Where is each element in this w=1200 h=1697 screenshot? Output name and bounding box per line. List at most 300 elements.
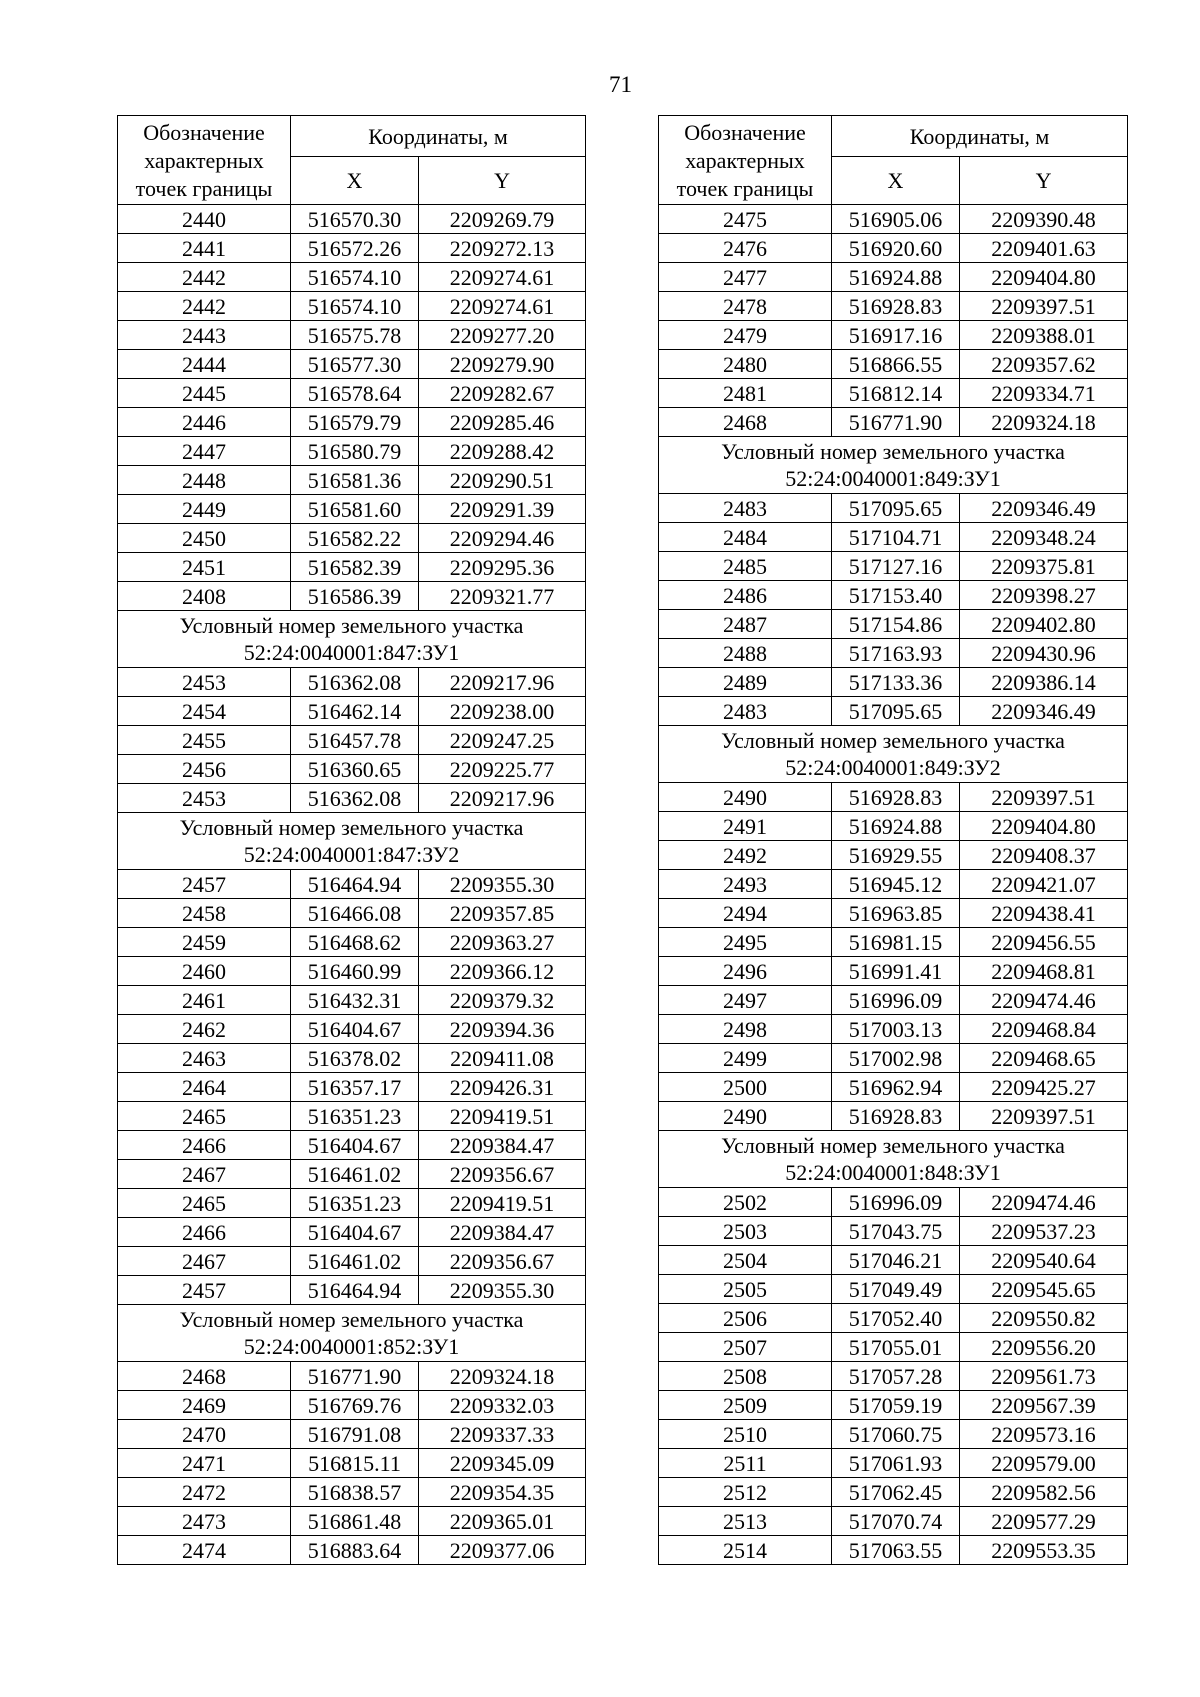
point-id-cell: 2446 — [118, 408, 291, 437]
y-coordinate-cell: 2209388.01 — [960, 321, 1128, 350]
point-id-cell: 2478 — [659, 292, 832, 321]
header-y-label: Y — [419, 157, 586, 205]
x-coordinate-cell: 516578.64 — [291, 379, 419, 408]
point-id-cell: 2475 — [659, 205, 832, 234]
point-id-cell: 2462 — [118, 1015, 291, 1044]
coordinate-row — [659, 957, 1128, 986]
y-coordinate-cell: 2209274.61 — [419, 292, 586, 321]
point-id-cell: 2473 — [118, 1507, 291, 1536]
y-coordinate-cell: 2209397.51 — [960, 292, 1128, 321]
coordinate-row — [118, 321, 586, 350]
point-id-cell: 2465 — [118, 1102, 291, 1131]
x-coordinate-cell: 516928.83 — [832, 783, 960, 812]
y-coordinate-cell: 2209356.67 — [419, 1160, 586, 1189]
y-coordinate-cell: 2209397.51 — [960, 1102, 1128, 1131]
coordinate-row — [118, 1247, 586, 1276]
x-coordinate-cell: 516462.14 — [291, 697, 419, 726]
coordinate-row — [659, 928, 1128, 957]
coordinate-row — [659, 639, 1128, 668]
x-coordinate-cell: 516812.14 — [832, 379, 960, 408]
y-coordinate-cell: 2209426.31 — [419, 1073, 586, 1102]
coordinate-row — [118, 1391, 586, 1420]
coordinate-row — [659, 1507, 1128, 1536]
x-coordinate-cell: 516582.22 — [291, 524, 419, 553]
coordinate-row — [659, 841, 1128, 870]
coordinate-row — [659, 321, 1128, 350]
y-coordinate-cell: 2209363.27 — [419, 928, 586, 957]
point-id-cell: 2508 — [659, 1362, 832, 1391]
point-id-cell: 2502 — [659, 1188, 832, 1217]
y-coordinate-cell: 2209411.08 — [419, 1044, 586, 1073]
parcel-section-row — [118, 1305, 586, 1362]
x-coordinate-cell: 516883.64 — [291, 1536, 419, 1565]
x-coordinate-cell: 516579.79 — [291, 408, 419, 437]
x-coordinate-cell: 516769.76 — [291, 1391, 419, 1420]
y-coordinate-cell: 2209561.73 — [960, 1362, 1128, 1391]
x-coordinate-cell: 516815.11 — [291, 1449, 419, 1478]
point-id-cell: 2461 — [118, 986, 291, 1015]
y-coordinate-cell: 2209579.00 — [960, 1449, 1128, 1478]
x-coordinate-cell: 517059.19 — [832, 1391, 960, 1420]
coordinate-row — [118, 1276, 586, 1305]
coordinate-row — [659, 1391, 1128, 1420]
point-id-cell: 2513 — [659, 1507, 832, 1536]
point-id-cell: 2490 — [659, 1102, 832, 1131]
y-coordinate-cell: 2209404.80 — [960, 263, 1128, 292]
x-coordinate-cell: 516928.83 — [832, 1102, 960, 1131]
coordinate-row — [659, 1536, 1128, 1565]
y-coordinate-cell: 2209377.06 — [419, 1536, 586, 1565]
x-coordinate-cell: 516404.67 — [291, 1131, 419, 1160]
coordinate-row — [659, 1015, 1128, 1044]
point-id-cell: 2456 — [118, 755, 291, 784]
x-coordinate-cell: 516466.08 — [291, 899, 419, 928]
parcel-section-heading — [659, 726, 1128, 783]
y-coordinate-cell: 2209288.42 — [419, 437, 586, 466]
y-coordinate-cell: 2209324.18 — [960, 408, 1128, 437]
coordinate-row — [118, 1015, 586, 1044]
point-id-cell: 2449 — [118, 495, 291, 524]
point-id-cell: 2499 — [659, 1044, 832, 1073]
coordinate-row — [118, 437, 586, 466]
point-id-cell: 2476 — [659, 234, 832, 263]
parcel-cadastral-number: 52:24:0040001:848:ЗУ1 — [785, 1160, 1001, 1185]
y-coordinate-cell: 2209348.24 — [960, 523, 1128, 552]
point-id-cell: 2510 — [659, 1420, 832, 1449]
y-coordinate-cell: 2209355.30 — [419, 870, 586, 899]
coordinate-row — [118, 697, 586, 726]
point-id-cell: 2470 — [118, 1420, 291, 1449]
point-id-cell: 2509 — [659, 1391, 832, 1420]
header-x-label: X — [291, 157, 419, 205]
coordinate-row — [118, 1449, 586, 1478]
point-id-cell: 2489 — [659, 668, 832, 697]
y-coordinate-cell: 2209356.67 — [419, 1247, 586, 1276]
x-coordinate-cell: 517133.36 — [832, 668, 960, 697]
y-coordinate-cell: 2209397.51 — [960, 783, 1128, 812]
parcel-section-heading — [118, 611, 586, 668]
y-coordinate-cell: 2209291.39 — [419, 495, 586, 524]
x-coordinate-cell: 516929.55 — [832, 841, 960, 870]
coordinate-row — [659, 1275, 1128, 1304]
x-coordinate-cell: 516570.30 — [291, 205, 419, 234]
x-coordinate-cell: 516838.57 — [291, 1478, 419, 1507]
point-id-cell: 2491 — [659, 812, 832, 841]
x-coordinate-cell: 517057.28 — [832, 1362, 960, 1391]
x-coordinate-cell: 516924.88 — [832, 812, 960, 841]
coordinate-row — [659, 234, 1128, 263]
y-coordinate-cell: 2209394.36 — [419, 1015, 586, 1044]
coordinate-row — [118, 1102, 586, 1131]
y-coordinate-cell: 2209390.48 — [960, 205, 1128, 234]
point-id-cell: 2458 — [118, 899, 291, 928]
y-coordinate-cell: 2209573.16 — [960, 1420, 1128, 1449]
x-coordinate-cell: 516771.90 — [291, 1362, 419, 1391]
header-point-label: Обозначение характерных точек границы — [659, 116, 832, 205]
coordinate-row — [118, 1073, 586, 1102]
point-id-cell: 2445 — [118, 379, 291, 408]
y-coordinate-cell: 2209545.65 — [960, 1275, 1128, 1304]
point-id-cell: 2494 — [659, 899, 832, 928]
y-coordinate-cell: 2209357.85 — [419, 899, 586, 928]
x-coordinate-cell: 516991.41 — [832, 957, 960, 986]
coordinate-row — [118, 957, 586, 986]
header-x-label: X — [832, 157, 960, 205]
coordinate-row — [659, 494, 1128, 523]
x-coordinate-cell: 516945.12 — [832, 870, 960, 899]
point-id-cell: 2453 — [118, 784, 291, 813]
y-coordinate-cell: 2209269.79 — [419, 205, 586, 234]
parcel-section-heading — [659, 1131, 1128, 1188]
x-coordinate-cell: 517060.75 — [832, 1420, 960, 1449]
coordinate-row — [659, 1420, 1128, 1449]
parcel-section-heading — [659, 437, 1128, 494]
point-id-cell: 2455 — [118, 726, 291, 755]
x-coordinate-cell: 516920.60 — [832, 234, 960, 263]
y-coordinate-cell: 2209553.35 — [960, 1536, 1128, 1565]
x-coordinate-cell: 517043.75 — [832, 1217, 960, 1246]
x-coordinate-cell: 516362.08 — [291, 784, 419, 813]
coordinate-row — [118, 1160, 586, 1189]
point-id-cell: 2468 — [659, 408, 832, 437]
parcel-section-row — [118, 611, 586, 668]
y-coordinate-cell: 2209334.71 — [960, 379, 1128, 408]
coordinate-row — [659, 1217, 1128, 1246]
x-coordinate-cell: 517061.93 — [832, 1449, 960, 1478]
y-coordinate-cell: 2209274.61 — [419, 263, 586, 292]
y-coordinate-cell: 2209282.67 — [419, 379, 586, 408]
point-id-cell: 2474 — [118, 1536, 291, 1565]
x-coordinate-cell: 516404.67 — [291, 1015, 419, 1044]
point-id-cell: 2496 — [659, 957, 832, 986]
x-coordinate-cell: 516351.23 — [291, 1102, 419, 1131]
x-coordinate-cell: 517070.74 — [832, 1507, 960, 1536]
x-coordinate-cell: 516360.65 — [291, 755, 419, 784]
point-id-cell: 2505 — [659, 1275, 832, 1304]
x-coordinate-cell: 516468.62 — [291, 928, 419, 957]
point-id-cell: 2444 — [118, 350, 291, 379]
parcel-cadastral-number: 52:24:0040001:849:ЗУ2 — [785, 755, 1001, 780]
parcel-section-label: Условный номер земельного участка — [179, 1307, 524, 1332]
x-coordinate-cell: 516996.09 — [832, 1188, 960, 1217]
x-coordinate-cell: 516432.31 — [291, 986, 419, 1015]
x-coordinate-cell: 517154.86 — [832, 610, 960, 639]
coordinate-row — [118, 466, 586, 495]
coordinate-row — [659, 263, 1128, 292]
x-coordinate-cell: 516963.85 — [832, 899, 960, 928]
x-coordinate-cell: 516575.78 — [291, 321, 419, 350]
y-coordinate-cell: 2209384.47 — [419, 1131, 586, 1160]
x-coordinate-cell: 517063.55 — [832, 1536, 960, 1565]
y-coordinate-cell: 2209379.32 — [419, 986, 586, 1015]
x-coordinate-cell: 516461.02 — [291, 1160, 419, 1189]
point-id-cell: 2485 — [659, 552, 832, 581]
y-coordinate-cell: 2209456.55 — [960, 928, 1128, 957]
point-id-cell: 2506 — [659, 1304, 832, 1333]
x-coordinate-cell: 516861.48 — [291, 1507, 419, 1536]
x-coordinate-cell: 516917.16 — [832, 321, 960, 350]
coordinate-row — [659, 899, 1128, 928]
coordinate-row — [118, 495, 586, 524]
point-id-cell: 2466 — [118, 1218, 291, 1247]
coordinate-row — [118, 726, 586, 755]
coordinate-row — [118, 1478, 586, 1507]
x-coordinate-cell: 517163.93 — [832, 639, 960, 668]
y-coordinate-cell: 2209398.27 — [960, 581, 1128, 610]
coordinate-row — [659, 668, 1128, 697]
coordinate-row — [659, 350, 1128, 379]
point-id-cell: 2488 — [659, 639, 832, 668]
y-coordinate-cell: 2209421.07 — [960, 870, 1128, 899]
y-coordinate-cell: 2209401.63 — [960, 234, 1128, 263]
point-id-cell: 2477 — [659, 263, 832, 292]
coordinate-row — [659, 523, 1128, 552]
coordinate-row — [659, 379, 1128, 408]
coordinate-row — [118, 1131, 586, 1160]
coordinate-row — [659, 205, 1128, 234]
parcel-section-row — [659, 437, 1128, 494]
x-coordinate-cell: 517055.01 — [832, 1333, 960, 1362]
point-id-cell: 2514 — [659, 1536, 832, 1565]
point-id-cell: 2493 — [659, 870, 832, 899]
coordinate-row — [118, 1362, 586, 1391]
parcel-section-row — [659, 1131, 1128, 1188]
coordinate-row — [118, 899, 586, 928]
point-id-cell: 2483 — [659, 494, 832, 523]
x-coordinate-cell: 516928.83 — [832, 292, 960, 321]
coordinate-row — [659, 1188, 1128, 1217]
y-coordinate-cell: 2209402.80 — [960, 610, 1128, 639]
coordinate-row — [659, 783, 1128, 812]
coordinate-row — [659, 552, 1128, 581]
y-coordinate-cell: 2209408.37 — [960, 841, 1128, 870]
y-coordinate-cell: 2209321.77 — [419, 582, 586, 611]
point-id-cell: 2408 — [118, 582, 291, 611]
y-coordinate-cell: 2209556.20 — [960, 1333, 1128, 1362]
coordinate-row — [659, 581, 1128, 610]
point-id-cell: 2498 — [659, 1015, 832, 1044]
parcel-section-label: Условный номер земельного участка — [721, 728, 1065, 753]
y-coordinate-cell: 2209346.49 — [960, 697, 1128, 726]
y-coordinate-cell: 2209425.27 — [960, 1073, 1128, 1102]
y-coordinate-cell: 2209290.51 — [419, 466, 586, 495]
point-id-cell: 2480 — [659, 350, 832, 379]
y-coordinate-cell: 2209567.39 — [960, 1391, 1128, 1420]
x-coordinate-cell: 516581.60 — [291, 495, 419, 524]
x-coordinate-cell: 516866.55 — [832, 350, 960, 379]
x-coordinate-cell: 517127.16 — [832, 552, 960, 581]
y-coordinate-cell: 2209468.81 — [960, 957, 1128, 986]
point-id-cell: 2511 — [659, 1449, 832, 1478]
coordinate-row — [659, 1246, 1128, 1275]
x-coordinate-cell: 516572.26 — [291, 234, 419, 263]
y-coordinate-cell: 2209550.82 — [960, 1304, 1128, 1333]
y-coordinate-cell: 2209582.56 — [960, 1478, 1128, 1507]
x-coordinate-cell: 516574.10 — [291, 292, 419, 321]
point-id-cell: 2512 — [659, 1478, 832, 1507]
coordinate-row — [659, 1333, 1128, 1362]
x-coordinate-cell: 516924.88 — [832, 263, 960, 292]
coordinates-table-left — [117, 115, 586, 1565]
point-id-cell: 2504 — [659, 1246, 832, 1275]
x-coordinate-cell: 516581.36 — [291, 466, 419, 495]
coordinates-table-right — [658, 115, 1128, 1565]
point-id-cell: 2463 — [118, 1044, 291, 1073]
coordinate-row — [659, 1304, 1128, 1333]
x-coordinate-cell: 516457.78 — [291, 726, 419, 755]
point-id-cell: 2503 — [659, 1217, 832, 1246]
coordinate-row — [659, 408, 1128, 437]
point-id-cell: 2454 — [118, 697, 291, 726]
coordinate-row — [659, 1073, 1128, 1102]
parcel-cadastral-number: 52:24:0040001:852:ЗУ1 — [243, 1334, 460, 1359]
x-coordinate-cell: 516905.06 — [832, 205, 960, 234]
y-coordinate-cell: 2209474.46 — [960, 986, 1128, 1015]
point-id-cell: 2487 — [659, 610, 832, 639]
y-coordinate-cell: 2209225.77 — [419, 755, 586, 784]
y-coordinate-cell: 2209375.81 — [960, 552, 1128, 581]
parcel-section-row — [118, 813, 586, 870]
point-id-cell: 2483 — [659, 697, 832, 726]
header-y-label: Y — [960, 157, 1128, 205]
x-coordinate-cell: 516460.99 — [291, 957, 419, 986]
y-coordinate-cell: 2209365.01 — [419, 1507, 586, 1536]
point-id-cell: 2495 — [659, 928, 832, 957]
coordinate-row — [659, 1478, 1128, 1507]
y-coordinate-cell: 2209366.12 — [419, 957, 586, 986]
x-coordinate-cell: 517104.71 — [832, 523, 960, 552]
point-id-cell: 2442 — [118, 292, 291, 321]
coordinate-row — [118, 524, 586, 553]
x-coordinate-cell: 516378.02 — [291, 1044, 419, 1073]
coordinate-row — [659, 1449, 1128, 1478]
coordinate-row — [118, 928, 586, 957]
point-id-cell: 2484 — [659, 523, 832, 552]
y-coordinate-cell: 2209468.84 — [960, 1015, 1128, 1044]
point-id-cell: 2464 — [118, 1073, 291, 1102]
coordinate-row — [659, 986, 1128, 1015]
y-coordinate-cell: 2209419.51 — [419, 1189, 586, 1218]
y-coordinate-cell: 2209272.13 — [419, 234, 586, 263]
point-id-cell: 2469 — [118, 1391, 291, 1420]
coordinate-row — [659, 610, 1128, 639]
coordinate-row — [118, 784, 586, 813]
point-id-cell: 2448 — [118, 466, 291, 495]
coordinate-row — [118, 668, 586, 697]
coordinate-row — [118, 1507, 586, 1536]
x-coordinate-cell: 517095.65 — [832, 697, 960, 726]
y-coordinate-cell: 2209540.64 — [960, 1246, 1128, 1275]
point-id-cell: 2465 — [118, 1189, 291, 1218]
x-coordinate-cell: 516574.10 — [291, 263, 419, 292]
coordinate-row — [659, 292, 1128, 321]
y-coordinate-cell: 2209384.47 — [419, 1218, 586, 1247]
y-coordinate-cell: 2209537.23 — [960, 1217, 1128, 1246]
x-coordinate-cell: 516404.67 — [291, 1218, 419, 1247]
parcel-section-label: Условный номер земельного участка — [179, 613, 524, 638]
x-coordinate-cell: 517002.98 — [832, 1044, 960, 1073]
coordinate-row — [118, 1044, 586, 1073]
coordinate-row — [118, 986, 586, 1015]
point-id-cell: 2457 — [118, 870, 291, 899]
y-coordinate-cell: 2209430.96 — [960, 639, 1128, 668]
y-coordinate-cell: 2209247.25 — [419, 726, 586, 755]
coordinate-row — [659, 870, 1128, 899]
y-coordinate-cell: 2209438.41 — [960, 899, 1128, 928]
coordinate-row — [118, 1218, 586, 1247]
point-id-cell: 2453 — [118, 668, 291, 697]
parcel-section-label: Условный номер земельного участка — [721, 1133, 1065, 1158]
point-id-cell: 2466 — [118, 1131, 291, 1160]
x-coordinate-cell: 516461.02 — [291, 1247, 419, 1276]
point-id-cell: 2467 — [118, 1247, 291, 1276]
y-coordinate-cell: 2209419.51 — [419, 1102, 586, 1131]
header-coords-label: Координаты, м — [291, 116, 586, 157]
x-coordinate-cell: 516464.94 — [291, 870, 419, 899]
coordinate-row — [118, 292, 586, 321]
x-coordinate-cell: 516582.39 — [291, 553, 419, 582]
point-id-cell: 2481 — [659, 379, 832, 408]
point-id-cell: 2507 — [659, 1333, 832, 1362]
coordinate-row — [118, 755, 586, 784]
point-id-cell: 2440 — [118, 205, 291, 234]
point-id-cell: 2497 — [659, 986, 832, 1015]
coordinate-row — [118, 582, 586, 611]
parcel-section-label: Условный номер земельного участка — [179, 815, 524, 840]
y-coordinate-cell: 2209474.46 — [960, 1188, 1128, 1217]
coordinate-row — [659, 1102, 1128, 1131]
point-id-cell: 2490 — [659, 783, 832, 812]
x-coordinate-cell: 516771.90 — [832, 408, 960, 437]
parcel-section-row — [659, 726, 1128, 783]
point-id-cell: 2450 — [118, 524, 291, 553]
point-id-cell: 2443 — [118, 321, 291, 350]
point-id-cell: 2500 — [659, 1073, 832, 1102]
point-id-cell: 2486 — [659, 581, 832, 610]
y-coordinate-cell: 2209345.09 — [419, 1449, 586, 1478]
coordinate-row — [118, 408, 586, 437]
point-id-cell: 2441 — [118, 234, 291, 263]
coordinate-row — [118, 553, 586, 582]
x-coordinate-cell: 516580.79 — [291, 437, 419, 466]
y-coordinate-cell: 2209217.96 — [419, 668, 586, 697]
x-coordinate-cell: 517049.49 — [832, 1275, 960, 1304]
coordinate-row — [659, 697, 1128, 726]
y-coordinate-cell: 2209404.80 — [960, 812, 1128, 841]
coordinate-row — [659, 1362, 1128, 1391]
point-id-cell: 2471 — [118, 1449, 291, 1478]
point-id-cell: 2468 — [118, 1362, 291, 1391]
